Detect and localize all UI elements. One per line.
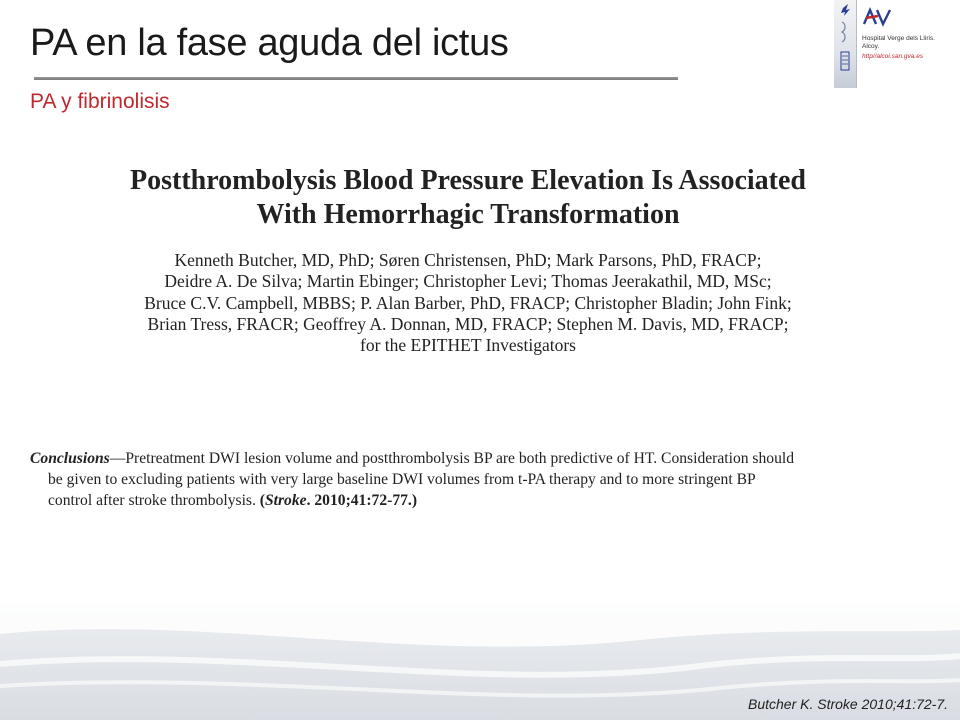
hospital-name: Hospital Verge dels Lliris. bbox=[862, 35, 935, 42]
author-line: for the EPITHET Investigators bbox=[360, 335, 576, 356]
citation-rest: . 2010;41:72-77.) bbox=[306, 492, 418, 509]
citation-journal: Stroke bbox=[264, 492, 307, 509]
paper-authors bbox=[40, 250, 896, 356]
journal-citation bbox=[260, 492, 417, 509]
paper-title-line: Postthrombolysis Blood Pressure Elevation Is Associated bbox=[130, 165, 806, 196]
author-line: Deidre A. De Silva; Martin Ebinger; Christopher Levi; Thomas Jeerakathil, MD, MSc; bbox=[164, 271, 772, 292]
paper-title bbox=[30, 164, 906, 232]
hospital-url[interactable]: http//alcoi.san.gva.es bbox=[862, 53, 924, 60]
author-line: Brian Tress, FRACR; Geoffrey A. Donnan, MD, FRACP; Stephen M. Davis, MD, FRACP; bbox=[147, 313, 789, 334]
footer-reference: Butcher K. Stroke 2010;41:72-7. bbox=[747, 696, 948, 712]
conclusion-line bbox=[30, 448, 920, 469]
slide-subtitle: PA y fibrinolisis bbox=[30, 90, 170, 113]
slide-title: PA en la fase aguda del ictus bbox=[30, 22, 509, 64]
conclusion-line: be given to excluding patients with very large baseline DWI volumes from t-PA therapy and to more stringent BP bbox=[48, 471, 756, 488]
paper-title-line: With Hemorrhagic Transformation bbox=[256, 199, 680, 230]
conclusion-lead: Conclusions bbox=[30, 450, 110, 467]
paper-conclusion bbox=[30, 448, 920, 511]
hospital-brand-icon bbox=[862, 6, 892, 28]
conclusion-line bbox=[30, 490, 920, 511]
author-line: Bruce C.V. Campbell, MBBS; P. Alan Barber, PhD, FRACP; Christopher Bladin; John Fink; bbox=[144, 292, 792, 313]
citation-open: ( bbox=[259, 492, 265, 509]
title-underline bbox=[34, 77, 678, 80]
hospital-logo-icon bbox=[834, 0, 857, 88]
conclusion-text: —Pretreatment DWI lesion volume and postthrombolysis BP are both predictive of HT. Consideration should bbox=[109, 450, 795, 467]
author-line: Kenneth Butcher, MD, PhD; Søren Christensen, PhD; Mark Parsons, PhD, FRACP; bbox=[174, 250, 762, 270]
hospital-town: Alcoy. bbox=[862, 43, 880, 50]
conclusion-text: control after stroke thrombolysis. bbox=[48, 492, 256, 509]
